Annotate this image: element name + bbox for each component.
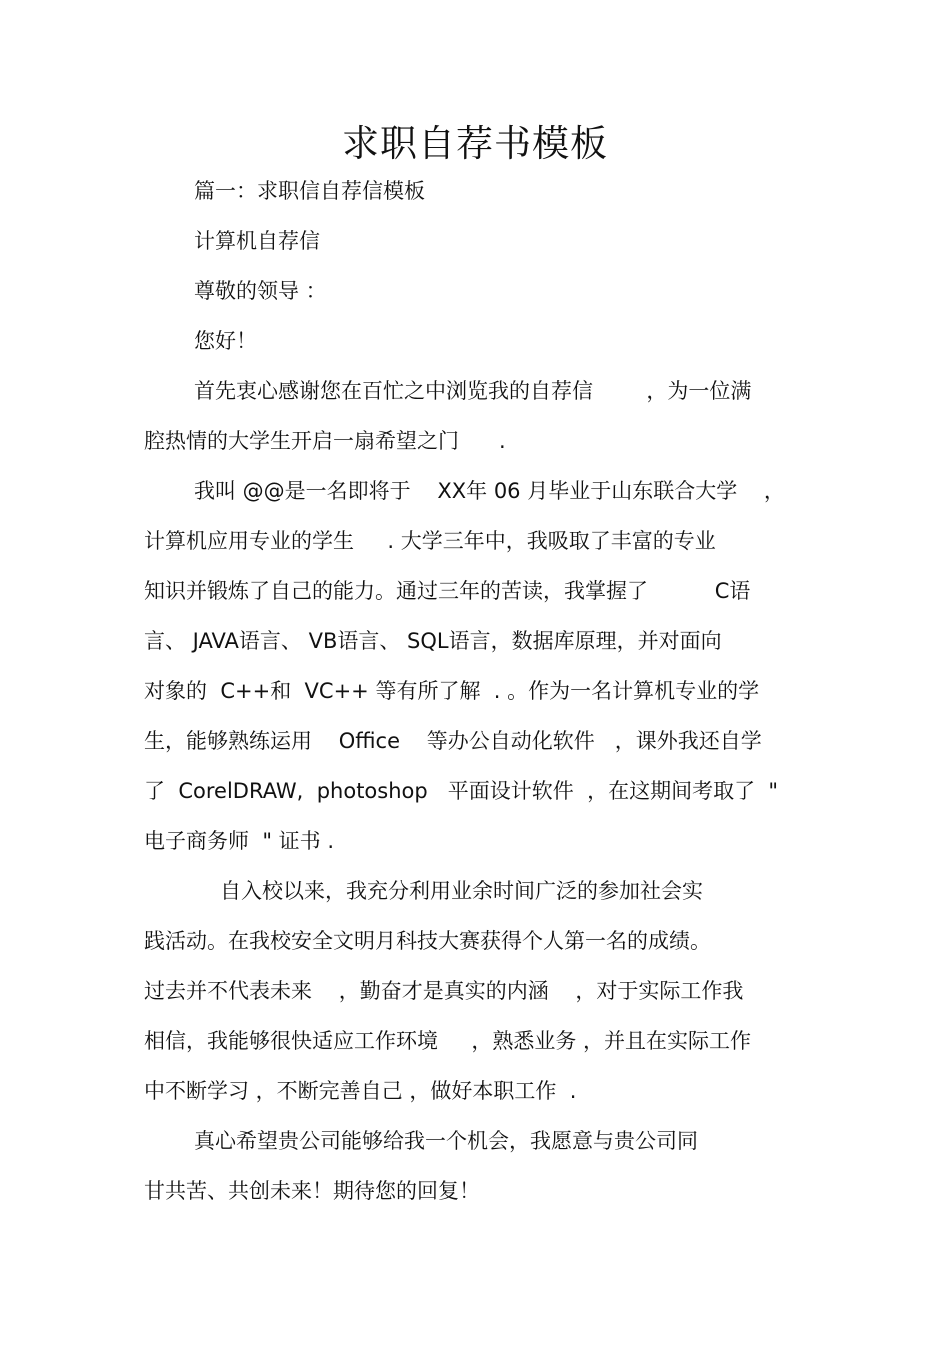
letter-subject: 计算机自荐信 <box>194 229 320 253</box>
paragraph-line: 电子商务师 " 证书 . <box>144 829 335 853</box>
paragraph-line: 相信，我能够很快适应工作环境 ，熟悉业务 ，并且在实际工作 <box>144 1029 752 1053</box>
paragraph-line: 首先衷心感谢您在百忙之中浏览我的自荐信 ，为一位满 <box>194 379 752 403</box>
section-heading: 篇一：求职信自荐信模板 <box>194 179 425 203</box>
paragraph-line: 自入校以来，我充分利用业余时间广泛的参加社会实 <box>220 879 703 903</box>
paragraph-line: 我叫 @@是一名即将于 XX年 06 月毕业于山东联合大学 ， <box>194 479 785 503</box>
paragraph-line: 甘共苦、共创未来！期待您的回复！ <box>144 1179 480 1203</box>
paragraph-line: 知识并锻炼了自己的能力。通过三年的苦读，我掌握了 C语 <box>144 579 751 603</box>
paragraph-line: 言、 JAVA语言、 VB语言、 SQL语言，数据库原理，并对面向 <box>144 629 722 653</box>
paragraph-line: 腔热情的大学生开启一扇希望之门 . <box>144 429 506 453</box>
paragraph-line: 真心希望贵公司能够给我一个机会，我愿意与贵公司同 <box>194 1129 698 1153</box>
greeting: 您好！ <box>194 329 257 353</box>
document-title: 求职自荐书模板 <box>342 122 608 165</box>
paragraph-line: 计算机应用专业的学生 . 大学三年中，我吸取了丰富的专业 <box>144 529 716 553</box>
paragraph-line: 生，能够熟练运用 Office 等办公自动化软件 ，课外我还自学 <box>144 729 762 753</box>
paragraph-line: 践活动。在我校安全文明月科技大赛获得个人第一名的成绩。 <box>144 929 711 953</box>
paragraph-line: 过去并不代表未来 ，勤奋才是真实的内涵 ，对于实际工作我 <box>144 979 744 1003</box>
salutation: 尊敬的领导 ： <box>194 279 327 303</box>
paragraph-line: 中不断学习 ，不断完善自己 ，做好本职工作 . <box>144 1079 577 1103</box>
paragraph-line: 了 CorelDRAW, photoshop 平面设计软件 ，在这期间考取了 " <box>144 779 779 803</box>
paragraph-line: 对象的 C++和 VC++ 等有所了解 . 。作为一名计算机专业的学 <box>144 679 760 703</box>
